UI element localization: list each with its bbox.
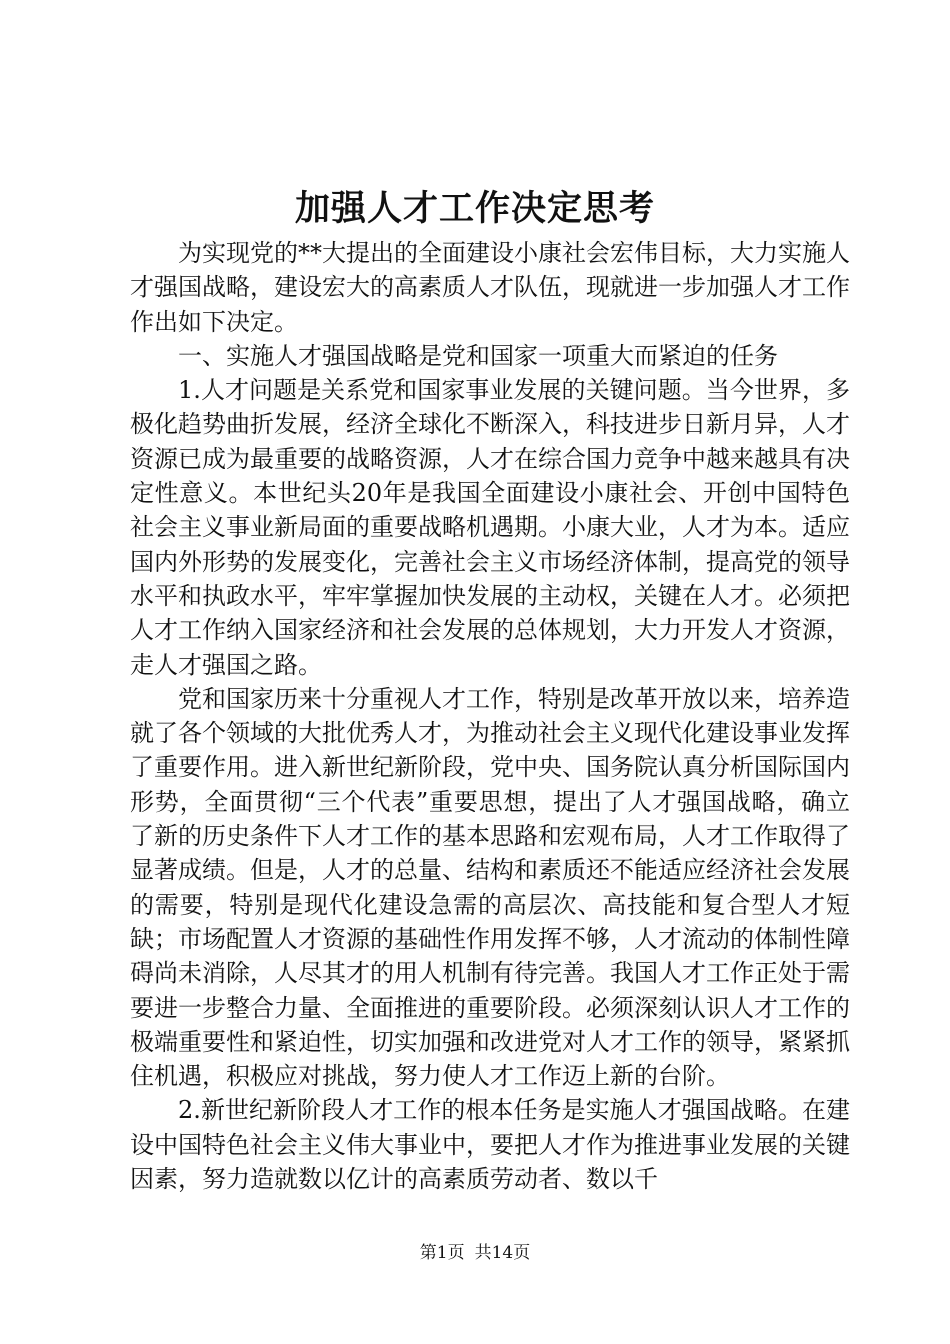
- document-body: [130, 236, 850, 1196]
- paragraph-intro: 为实现党的**大提出的全面建设小康社会宏伟目标，大力实施人才强国战略，建设宏大的高素质人才队伍，现就进一步加强人才工作作出如下决定。: [130, 239, 850, 336]
- section-heading-1: 一、实施人才强国战略是党和国家一项重大而紧迫的任务: [178, 341, 778, 370]
- page-number: 第1页: [419, 1243, 465, 1263]
- paragraph-history: 党和国家历来十分重视人才工作，特别是改革开放以来，培养造就了各个领域的大批优秀人才，为推动社会主义现代化建设事业发挥了重要作用。进入新世纪新阶段，党中央、国务院认真分析国际国内形势，全面贯彻“三个代表”重要思想，提出了人才强国战略，确立了新的历史条件下人才工作的基本思路和宏观布局，人才工作取得了显著成绩。但是，人才的总量、结构和素质还不能适应经济社会发展的需要，特别是现代化建设急需的高层次、高技能和复合型人才短缺；市场配置人才资源的基础性作用发挥不够，人才流动的体制性障碍尚未消除，人尽其才的用人机制有待完善。我国人才工作正处于需要进一步整合力量、全面推进的重要阶段。必须深刻认识人才工作的极端重要性和紧迫性，切实加强和改进党对人才工作的领导，紧紧抓住机遇，积极应对挑战，努力使人才工作迈上新的台阶。: [130, 684, 850, 1091]
- page-footer: [0, 1240, 950, 1266]
- page-total: 共14页: [474, 1243, 531, 1263]
- paragraph-item-2: 2.新世纪新阶段人才工作的根本任务是实施人才强国战略。在建设中国特色社会主义伟大事业中，要把人才作为推进事业发展的关键因素，努力造就数以亿计的高素质劳动者、数以千: [130, 1096, 850, 1194]
- paragraph-item-1: 1.人才问题是关系党和国家事业发展的关键问题。当今世界，多极化趋势曲折发展，经济全球化不断深入，科技进步日新月异，人才资源已成为最重要的战略资源，人才在综合国力竞争中越来越具有决定性意义。本世纪头20年是我国全面建设小康社会、开创中国特色社会主义事业新局面的重要战略机遇期。小康大业，人才为本。适应国内外形势的发展变化，完善社会主义市场经济体制，提高党的领导水平和执政水平，牢牢掌握加快发展的主动权，关键在人才。必须把人才工作纳入国家经济和社会发展的总体规划，大力开发人才资源，走人才强国之路。: [130, 376, 850, 679]
- document-title: 加强人才工作决定思考: [294, 188, 655, 229]
